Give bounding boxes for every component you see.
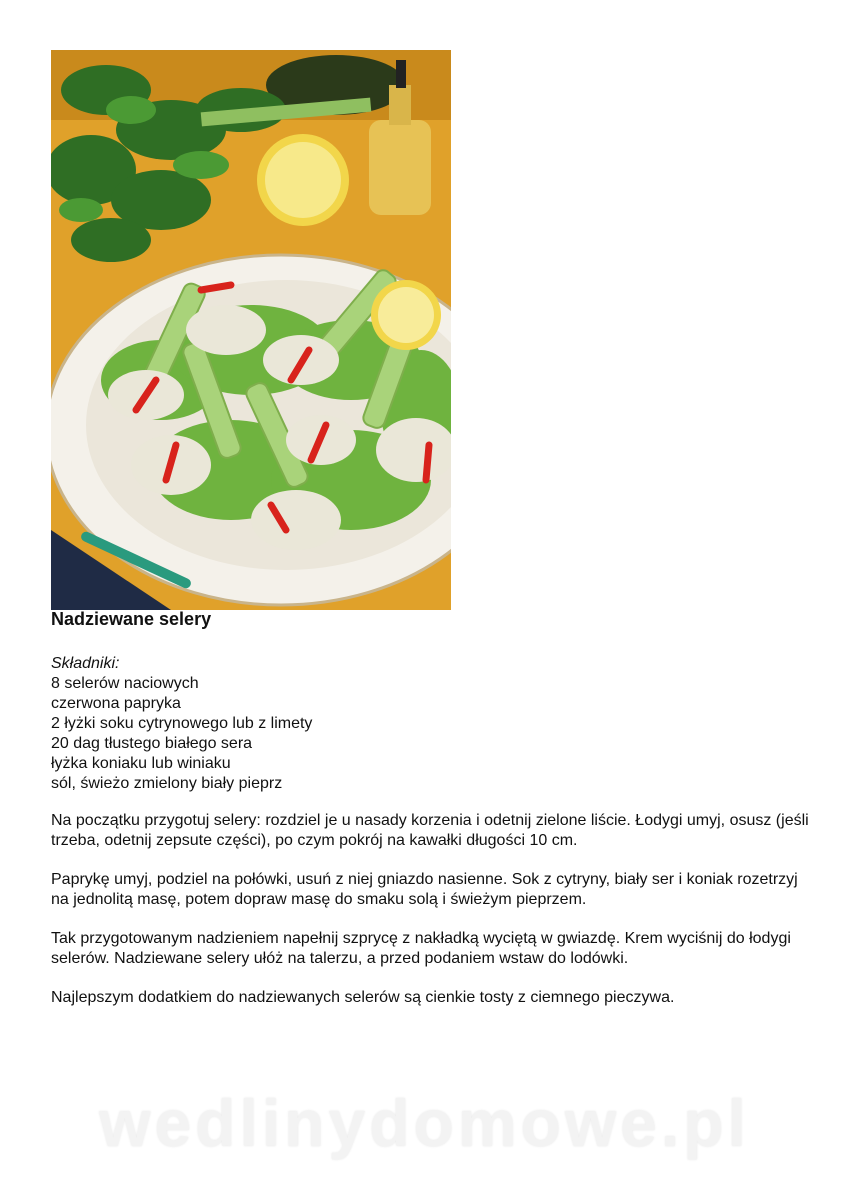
ingredients-section [51,654,312,794]
step-paragraph: Na początku przygotuj selery: rozdziel je u nasady korzenia i odetnij zielone liście. Łodygi umyj, osusz (jeśli trzeba, odetnij zepsute części), po czym pokrój na kawałki długości 10 cm. [51,812,809,849]
site-watermark: wedlinydomowe.pl [99,1086,750,1160]
recipe-title: Nadziewane selery [51,609,212,629]
ingredients-label: Składniki: [51,655,120,672]
step-paragraph: Tak przygotowanym nadzieniem napełnij szprycę z nakładką wyciętą w gwiazdę. Krem wyciśnij do łodygi selerów. Nadziewane selery ułóż na talerzu, a przed podaniem wstaw do lodówki. [51,930,791,967]
step-paragraph: Paprykę umyj, podziel na połówki, usuń z niej gniazdo nasienne. Sok z cytryny, biały ser i koniak rozetrzyj na jednolitą masę, potem dopraw masę do smaku solą i świeżym pieprzem. [51,871,798,908]
recipe-photo [51,50,451,610]
ingredient-item: czerwona papryka [51,695,181,712]
ingredient-item: sól, świeżo zmielony biały pieprz [51,775,283,792]
step-paragraph: Najlepszym dodatkiem do nadziewanych selerów są cienkie tosty z ciemnego pieczywa. [51,989,675,1006]
ingredient-item: łyżka koniaku lub winiaku [51,755,231,772]
ingredient-item: 20 dag tłustego białego sera [51,735,253,752]
preparation-steps [51,811,811,1027]
ingredient-item: 2 łyżki soku cytrynowego lub z limety [51,715,313,732]
ingredient-item: 8 selerów naciowych [51,675,199,692]
